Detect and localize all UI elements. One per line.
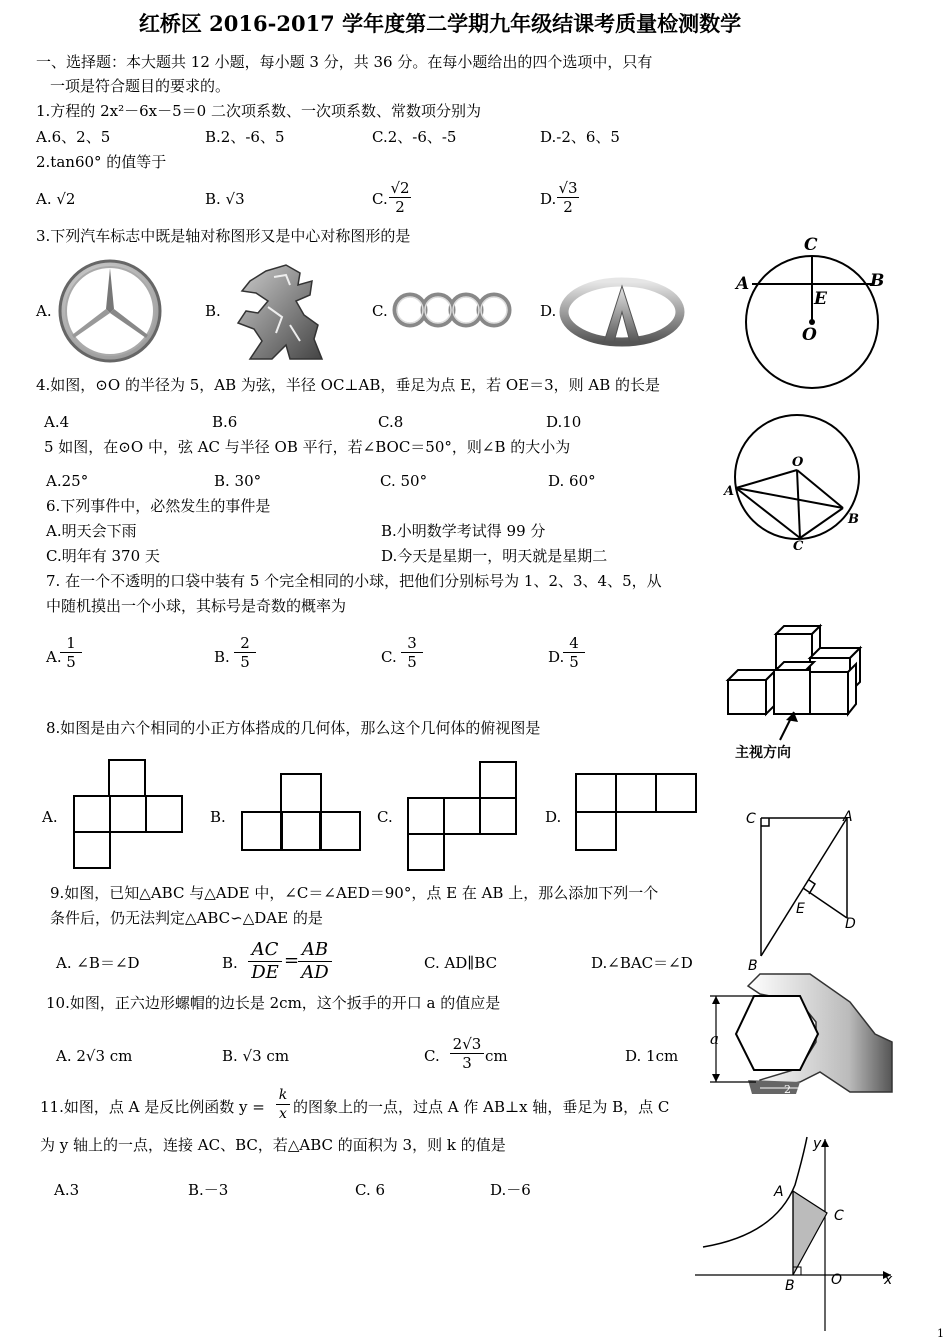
q4-option-d: D.10 [546,413,582,431]
q11-k: k [276,1086,290,1105]
q7-stem: 7. 在一个不透明的口袋中装有 5 个完全相同的小球，把他们分别标号为 1、2、3、4、5，从 [46,572,662,590]
fig4-label-e: E [814,289,827,309]
fig9-label-a: A [843,809,853,825]
q6-option-d: D.今天是星期一，明天就是星期二 [381,547,608,565]
q10-option-c-label: C. [424,1047,440,1065]
fig9-label-d: D [845,916,856,932]
q7-c-numerator: 3 [401,634,423,653]
q6-option-a: A.明天会下雨 [46,522,137,540]
q8-option-d: D. [545,808,562,826]
q3-option-d: D. [540,302,557,320]
peugeot-lion-logo-icon [228,263,328,363]
q8-option-b-grid [240,772,362,854]
q11-option-b: B.－3 [188,1181,229,1199]
figure-q4-circle [740,236,890,396]
fig4-label-b: B [870,271,885,291]
q5-option-a: A.25° [46,472,89,490]
q7-option-c-fraction [401,634,423,671]
q7-c-denominator: 5 [407,653,417,671]
page-number: 1 [937,1327,944,1340]
q2-stem: 2.tan60° 的值等于 [36,153,167,171]
q10-option-c-fraction [450,1035,484,1072]
fig11-label-o: O [831,1272,843,1288]
q10-stem: 10.如图，正六边形螺帽的边长是 2cm，这个扳手的开口 a 的值应是 [46,994,501,1012]
fig9-label-e: E [796,901,805,917]
fig9-label-b: B [748,958,758,974]
figure-q10-wrench [700,972,895,1102]
q1-option-b: B.2、-6、5 [205,128,285,146]
section-header-cont: 一项是符合题目的要求的。 [50,77,231,95]
fig9-label-c: C [746,811,756,827]
q7-d-denominator: 5 [569,653,579,671]
q7-b-denominator: 5 [240,653,250,671]
q9-b-den2: AD [301,962,329,983]
q2-option-d-label: D. [540,190,557,208]
q8-option-d-grid [574,772,698,854]
q11-stem-cont: 为 y 轴上的一点，连接 AC、BC，若△ABC 的面积为 3，则 k 的值是 [40,1136,506,1154]
q11-fraction-k-over-x [276,1086,290,1123]
q7-option-a-fraction [60,634,82,671]
q11-option-d: D.－6 [490,1181,531,1199]
q4-option-c: C.8 [378,413,404,431]
q1-option-d: D.-2、6、5 [540,128,620,146]
q2-d-numerator: √3 [558,179,578,197]
mercedes-logo-icon [55,258,165,364]
q4-option-b: B.6 [212,413,238,431]
figure-q11-graph [695,1135,895,1335]
q2-option-a: A. √2 [36,190,76,208]
q6-stem: 6.下列事件中，必然发生的事件是 [46,497,271,515]
figure-q9-triangles [745,808,865,978]
fig11-label-c: C [834,1208,844,1224]
q7-stem-cont: 中随机摸出一个小球，其标号是奇数的概率为 [46,597,347,615]
q2-d-denominator: 2 [563,198,573,216]
fig11-label-a: A [774,1184,784,1200]
q9-b-den1: DE [251,962,279,983]
q10-option-d: D. 1cm [625,1047,679,1065]
fig5-label-b: B [848,512,859,527]
audi-rings-logo-icon [392,290,512,330]
q1-option-c: C.2、-6、-5 [372,128,457,146]
q9-option-c: C. AD∥BC [424,954,498,972]
q2-option-d-fraction [557,179,579,216]
q10-c-denominator: 3 [462,1054,472,1072]
q9-b-num2: AB [298,939,332,962]
q7-a-numerator: 1 [60,634,82,653]
q5-option-c: C. 50° [380,472,428,490]
q2-option-c-label: C. [372,190,388,208]
q9-option-b-fraction-2 [298,939,332,984]
q9-option-a: A. ∠B＝∠D [56,954,140,972]
q2-option-c-fraction [389,179,411,216]
q11-option-a: A.3 [54,1181,80,1199]
q9-option-d: D.∠BAC＝∠D [591,954,693,972]
q3-option-b: B. [205,302,221,320]
figure-q5-circle [730,410,870,550]
q9-stem-cont: 条件后，仍无法判定△ABC∽△DAE 的是 [50,909,323,927]
fig10-label-a: a [710,1030,719,1048]
fig4-label-o: O [802,325,817,345]
q9-b-num1: AC [248,939,282,962]
q3-stem: 3.下列汽车标志中既是轴对称图形又是中心对称图形的是 [36,227,411,245]
q7-option-d-fraction [563,634,585,671]
fig11-label-y: y [813,1136,822,1152]
q9-option-b-equals: = [284,950,300,971]
q2-c-numerator: √2 [390,179,410,197]
q5-option-b: B. 30° [214,472,262,490]
fig5-label-a: A [724,484,735,499]
fig5-label-o: O [792,455,804,470]
q8-option-c: C. [377,808,393,826]
q7-option-b-fraction [234,634,256,671]
q7-b-numerator: 2 [234,634,256,653]
q1-option-a: A.6、2、5 [36,128,111,146]
q7-option-d-label: D. [548,648,565,666]
q9-option-b-label: B. [222,954,238,972]
page-title: 红桥区 2016-2017 学年度第二学期九年级结课考质量检测数学 [138,11,742,36]
q6-option-b: B.小明数学考试得 99 分 [381,522,546,540]
q8-option-a: A. [42,808,58,826]
q8-option-c-grid [406,760,518,870]
fig10-label-2: 2 [784,1083,791,1096]
q11-stem-post: 的图象上的一点，过点 A 作 AB⊥x 轴，垂足为 B，点 C [293,1098,670,1116]
section-header: 一、选择题：本大题共 12 小题，每小题 3 分，共 36 分。在每小题给出的四个选项中，只有 [36,53,653,71]
q3-option-c: C. [372,302,388,320]
q9-stem: 9.如图，已知△ABC 与△ADE 中，∠C＝∠AED＝90°，点 E 在 AB 上，那么添加下列一个 [50,884,659,902]
q1-stem: 1.方程的 2x²－6x－5＝0 二次项系数、一次项系数、常数项分别为 [36,102,481,120]
q4-stem: 4.如图，⊙O 的半径为 5，AB 为弦，半径 OC⊥AB，垂足为点 E，若 OE＝3，则 AB 的长是 [36,376,661,394]
figure-q8-cubes [720,620,890,750]
q10-option-b: B. √3 cm [222,1047,290,1065]
q8-option-b: B. [210,808,226,826]
q7-a-denominator: 5 [66,653,76,671]
q8-stem: 8.如图是由六个相同的小正方体搭成的几何体，那么这个几何体的俯视图是 [46,719,541,737]
q7-option-c-label: C. [381,648,397,666]
fig8-caption: 主视方向 [735,745,791,761]
q7-option-b-label: B. [214,648,230,666]
q10-option-a: A. 2√3 cm [56,1047,133,1065]
q9-option-b-fraction-1 [248,939,282,984]
q10-c-numerator: 2√3 [450,1035,484,1054]
fig4-label-c: C [804,235,818,255]
q7-option-a-label: A. [46,648,62,666]
q5-option-d: D. 60° [548,472,596,490]
q3-option-a: A. [36,302,52,320]
q8-option-a-grid [72,758,187,871]
q2-c-denominator: 2 [395,198,405,216]
fig4-label-a: A [736,274,750,294]
fig5-label-c: C [793,539,804,554]
q2-option-b: B. √3 [205,190,245,208]
q5-stem: 5 如图，在⊙O 中，弦 AC 与半径 OB 平行，若∠BOC＝50°，则∠B 的大小为 [44,438,571,456]
q6-option-c: C.明年有 370 天 [46,547,160,565]
q10-option-c-unit: cm [485,1047,508,1065]
fig11-label-x: x [884,1272,893,1288]
q11-stem: 11.如图，点 A 是反比例函数 y = [40,1098,265,1116]
q11-option-c: C. 6 [355,1181,386,1199]
q11-x: x [279,1106,287,1122]
infiniti-logo-icon [560,278,684,348]
q4-option-a: A.4 [44,413,70,431]
fig11-label-b: B [785,1278,795,1294]
q7-d-numerator: 4 [563,634,585,653]
